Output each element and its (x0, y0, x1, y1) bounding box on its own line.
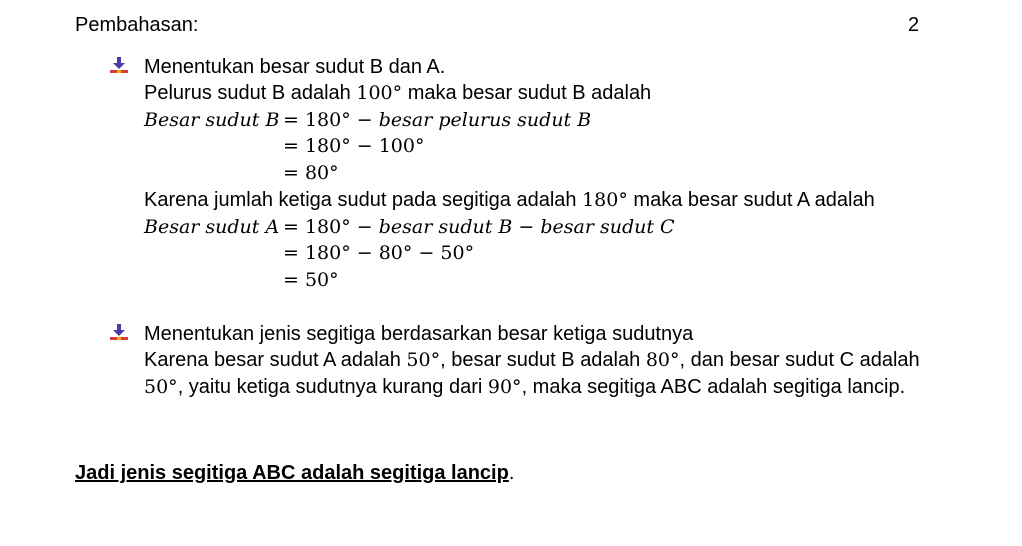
text-line (144, 80, 651, 106)
equation-line (283, 214, 675, 240)
math-value: 180° (582, 189, 628, 211)
bullet-title-1: Menentukan besar sudut B dan A. (144, 56, 446, 78)
equation-rhs: = 180° − (283, 109, 379, 131)
text-segment: , maka segitiga ABC adalah segitiga lancip. (521, 376, 906, 398)
math-value: 80° (645, 349, 680, 371)
equation-line (283, 107, 591, 133)
equation-lhs: Besar sudut A (144, 216, 280, 238)
text-segment: , yaitu ketiga sudutnya kurang dari (177, 376, 488, 398)
conclusion-period: . (508, 462, 515, 484)
arrow-bullet-icon (110, 324, 128, 342)
math-value: 50° (406, 349, 441, 371)
conclusion-text: Jadi jenis segitiga ABC adalah segitiga lancip (75, 462, 509, 484)
bullet-title-2: Menentukan jenis segitiga berdasarkan besar ketiga sudutnya (144, 323, 694, 345)
equation-line (144, 107, 279, 133)
equation-line: = 80° (283, 162, 339, 184)
equation-rhs-text: besar sudut B − besar sudut C (378, 216, 675, 238)
text-segment: , besar sudut B adalah (440, 349, 646, 371)
text-segment: Pelurus sudut B adalah (144, 82, 357, 104)
equation-lhs: Besar sudut B (144, 109, 280, 131)
text-line (144, 347, 920, 373)
equation-line: = 180° − 80° − 50° (283, 242, 475, 264)
equation-line: = 180° − 100° (283, 135, 425, 157)
text-segment: Karena jumlah ketiga sudut pada segitiga adalah (144, 189, 583, 211)
text-segment: , dan besar sudut C adalah (679, 349, 920, 371)
equation-line (144, 214, 279, 240)
text-line (144, 187, 875, 213)
text-segment: maka besar sudut A adalah (627, 189, 875, 211)
equation-rhs-text: besar pelurus sudut B (378, 109, 592, 131)
equation-rhs: = 180° − (283, 216, 379, 238)
page-number: 2 (908, 14, 920, 36)
math-value: 90° (487, 376, 522, 398)
text-segment: Karena besar sudut A adalah (144, 349, 407, 371)
equation-line: = 50° (283, 269, 339, 291)
math-value: 50° (144, 376, 178, 398)
section-heading: Pembahasan: (75, 14, 199, 36)
math-value: 100° (356, 82, 403, 104)
text-line (144, 374, 905, 400)
arrow-bullet-icon (110, 57, 128, 75)
conclusion (75, 460, 514, 486)
text-segment: maka besar sudut B adalah (402, 82, 652, 104)
